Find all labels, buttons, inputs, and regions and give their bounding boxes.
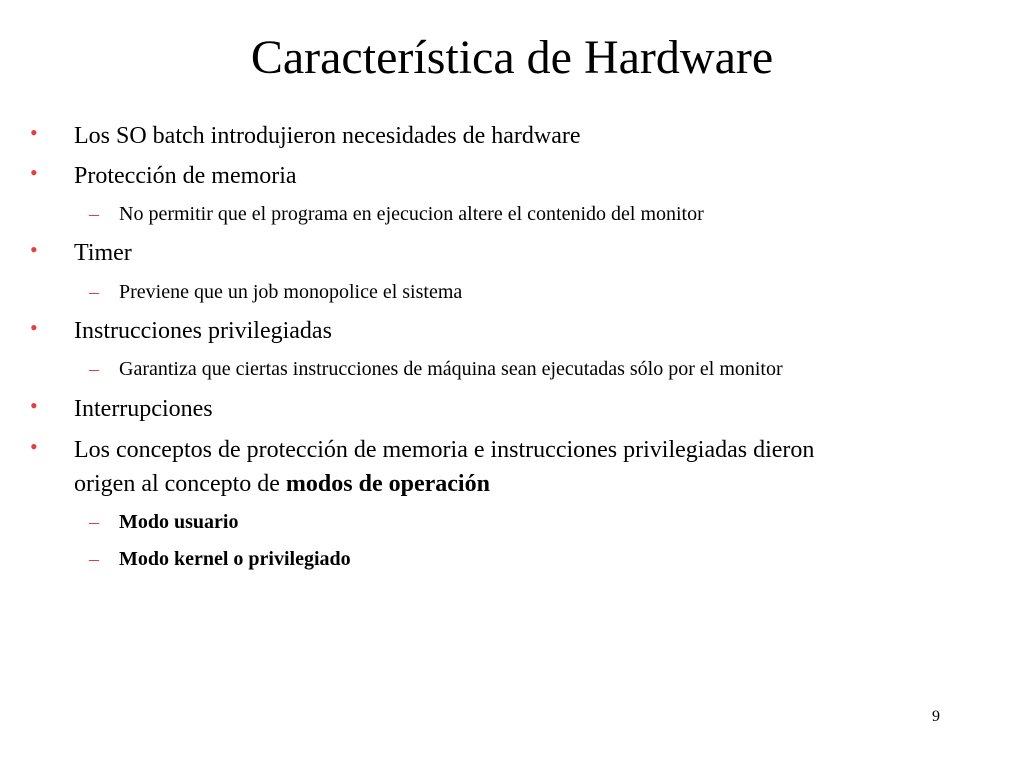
bullet-text: Protección de memoria xyxy=(74,163,297,189)
bullet-text: Los conceptos de protección de memoria e instrucciones privilegiadas dieron xyxy=(74,437,815,463)
page-number: 9 xyxy=(932,708,940,725)
bullet-icon: • xyxy=(30,160,38,185)
sub-bullet-text: Garantiza que ciertas instrucciones de máquina sean ejecutadas sólo por el monitor xyxy=(119,358,783,380)
bullet-icon: • xyxy=(30,120,38,145)
bullet-icon: • xyxy=(30,434,38,459)
bullet-text: Los SO batch introdujieron necesidades de hardware xyxy=(74,123,581,149)
sub-bullet-text: No permitir que el programa en ejecucion altere el contenido del monitor xyxy=(119,203,704,225)
sub-bullet-text: Modo kernel o privilegiado xyxy=(119,548,351,570)
bullet-icon: • xyxy=(30,237,38,262)
sub-bullet-text: Previene que un job monopolice el sistema xyxy=(119,281,463,303)
bullet-text: Timer xyxy=(74,240,132,266)
slide-title: Característica de Hardware xyxy=(250,31,774,84)
bullet-text: Interrupciones xyxy=(74,396,213,422)
dash-icon: – xyxy=(89,511,99,533)
sub-bullet-text: Modo usuario xyxy=(119,511,239,533)
dash-icon: – xyxy=(89,548,99,570)
bullet-text: Instrucciones privilegiadas xyxy=(74,318,332,344)
dash-icon: – xyxy=(89,358,99,380)
bullet-icon: • xyxy=(30,315,38,340)
emphasis-text: modos de operación xyxy=(285,471,490,497)
dash-icon: – xyxy=(89,281,99,303)
bullet-text-prefix: origen al concepto de xyxy=(74,471,286,497)
dash-icon: – xyxy=(89,203,99,225)
bullet-text-continuation xyxy=(74,467,490,501)
bullet-icon: • xyxy=(30,393,38,418)
